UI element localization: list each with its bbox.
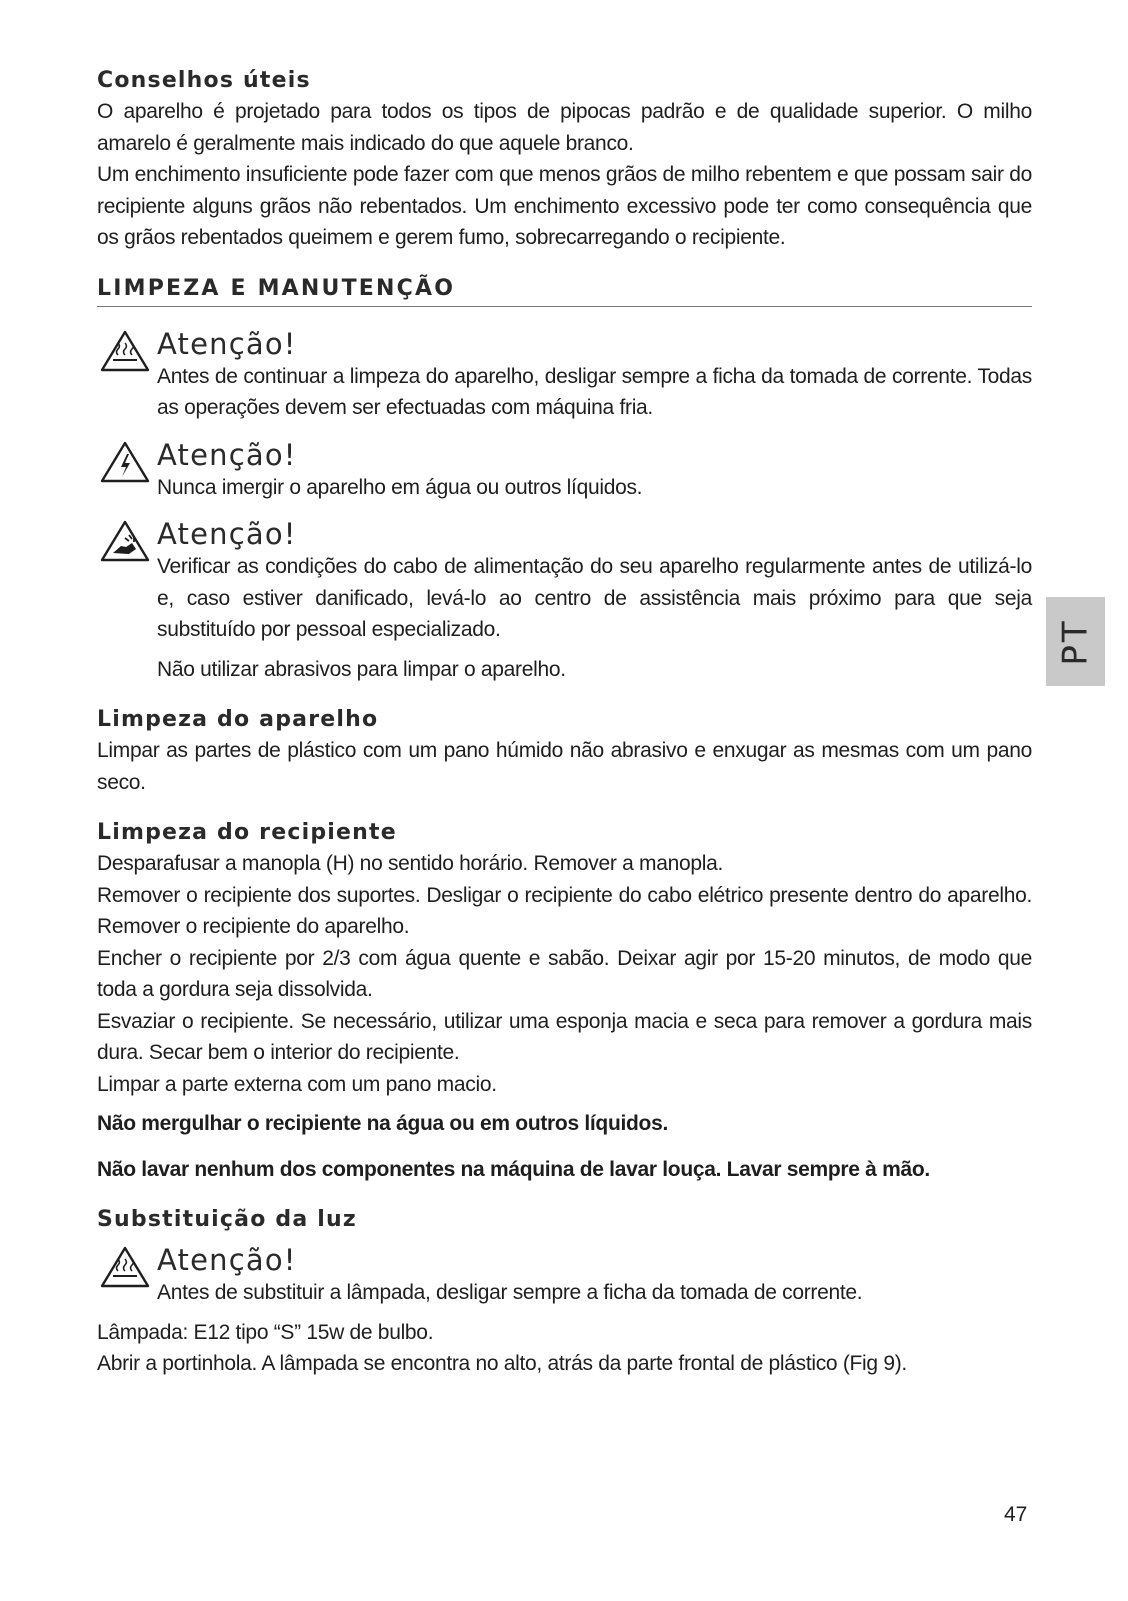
page-number: 47 [1004,1503,1028,1526]
warning-title: Atenção! [157,326,297,361]
warning-hot-surface [97,327,1032,424]
warning-title: Atenção! [157,437,297,472]
page-content [97,66,1032,1380]
recipiente-bold-note-2: Não lavar nenhum dos componentes na máquina de lavar louça. Lavar sempre à mão. [97,1157,930,1181]
recipiente-bold-note-1: Não mergulhar o recipiente na água ou em outros líquidos. [97,1112,668,1135]
warning-title: Atenção! [157,517,297,551]
electric-shock-warning-icon [99,440,151,484]
luz-paragraph-1: Lâmpada: E12 tipo “S” 15w de bulbo. [97,1320,434,1344]
recipiente-line: Esvaziar o recipiente. Se necessário, utilizar uma esponja macia e seca para remover a gordura mais dura. Secar bem o interior do recipiente. [97,1009,1032,1064]
recipiente-line: Limpar a parte externa com um pano macio. [97,1072,497,1096]
recipiente-line: Encher o recipiente por 2/3 com água quente e sabão. Deixar agir por 15-20 minutos, de modo que toda a gordura seja dissolvida. [97,946,1032,1001]
aparelho-heading: Limpeza do aparelho [97,707,379,732]
conselhos-heading: Conselhos úteis [97,68,311,93]
warning-text: Nunca imergir o aparelho em água ou outros líquidos. [157,475,643,499]
recipiente-line: Desparafusar a manopla (H) no sentido horário. Remover a manopla. [97,852,723,875]
conselhos-paragraph-2: Um enchimento insuficiente pode fazer com que menos grãos de milho rebentem e que possam sair do recipiente alguns grãos não rebentados. Um enchimento excessivo pode ter como consequência que os grãos rebentados queimem e gerem fumo, sobrecarregando o recipiente. [97,163,1032,249]
warning-electric-shock [97,438,1032,504]
luz-paragraph-2: Abrir a portinhola. A lâmpada se encontra no alto, atrás da parte frontal de plástico (Fig 9). [97,1352,907,1375]
warning-title: Atenção! [157,1243,297,1277]
warning-text-extra: Não utilizar abrasivos para limpar o aparelho. [157,657,566,681]
warning-text: Antes de substituir a lâmpada, desligar sempre a ficha da tomada de corrente. [157,1281,863,1304]
warning-text: Verificar as condições do cabo de alimentação do seu aparelho regularmente antes de utilizá-lo e, caso estiver danificado, levá-lo ao centro de assistência mais próximo para que seja substituído por pessoal especializado. [157,555,1032,641]
warning-hand-injury [97,517,1032,685]
warning-lamp-hot-surface [97,1243,1032,1309]
recipiente-heading: Limpeza do recipiente [97,820,397,845]
conselhos-paragraph-1: O aparelho é projetado para todos os tipos de pipocas padrão e de qualidade superior. O milho amarelo é geralmente mais indicado do que aquele branco. [97,100,1032,155]
hand-injury-warning-icon [99,519,151,563]
hot-surface-warning-icon [99,329,151,373]
language-side-tab [1046,597,1105,686]
hot-surface-warning-icon [99,1245,151,1289]
warning-text: Antes de continuar a limpeza do aparelho, desligar sempre a ficha da tomada de corrente. Todas as operações devem ser efectuadas com máquina fria. [157,364,1032,419]
recipiente-line: Remover o recipiente dos suportes. Desligar o recipiente do cabo elétrico presente dentro do aparelho. Remover o recipiente do aparelho. [97,883,1032,938]
aparelho-paragraph: Limpar as partes de plástico com um pano húmido não abrasivo e enxugar as mesmas com um pano seco. [97,739,1032,794]
limpeza-section-heading: LIMPEZA E MANUTENÇÃO [97,274,1032,307]
luz-heading: Substituição da luz [97,1207,357,1232]
language-code: PT [1055,617,1096,666]
